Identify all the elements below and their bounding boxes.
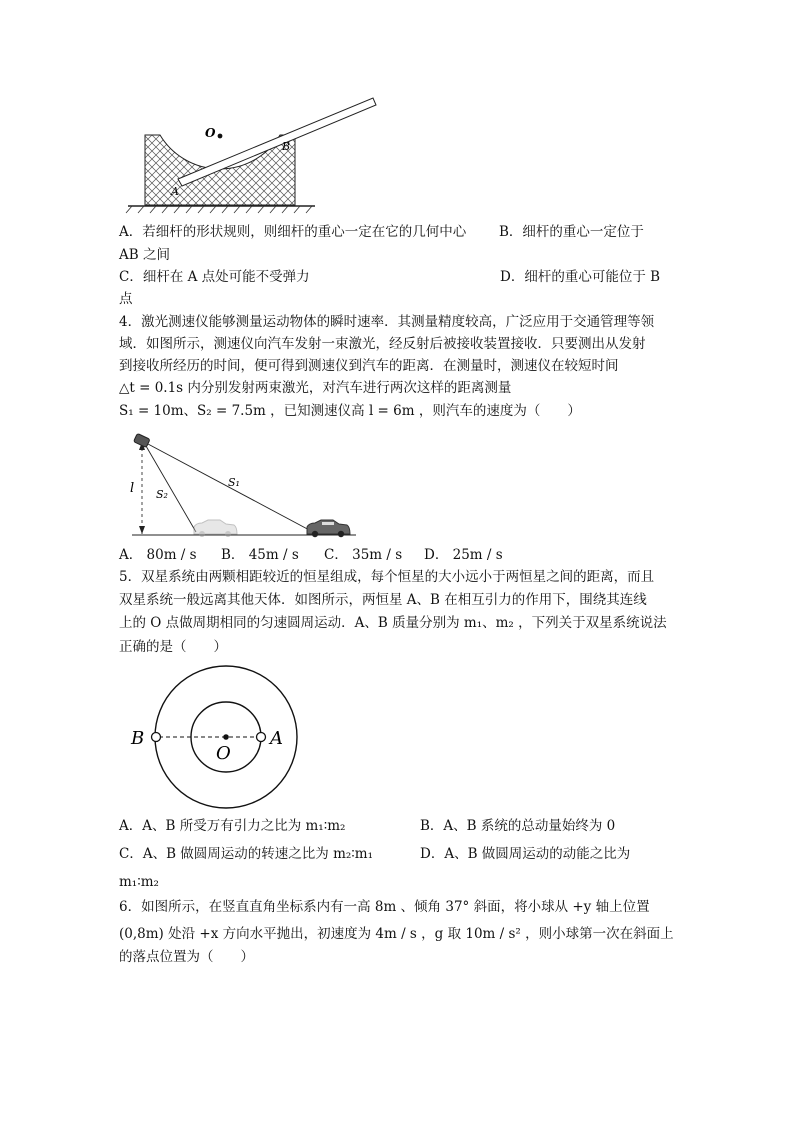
speed-gun-icon — [134, 433, 150, 447]
binary-star-figure — [128, 662, 308, 812]
label-O: O — [216, 743, 231, 764]
q5-line-2: 双星系统一般远离其他天体．如图所示，两恒星 A、B 在相互引力的作用下，围绕其连线 — [119, 592, 647, 608]
label-A: A — [270, 728, 283, 749]
q4-line-5: S₁ = 10m、S₂ = 7.5m ，已知测速仪高 l = 6m ，则汽车的速度为（ ） — [119, 403, 581, 419]
car-near-icon — [194, 520, 237, 537]
q3-option-d-part2: 点 — [119, 291, 133, 307]
q4-line-4: △t = 0.1s 内分别发射两束激光，对汽车进行两次这样的距离测量 — [119, 380, 512, 396]
q6-line-3: 的落点位置为（ ） — [119, 949, 254, 965]
q4-option-c: C． 35m / s — [324, 547, 403, 563]
q5-option-c: C．A、B 做圆周运动的转速之比为 m₂∶m₁ — [119, 846, 374, 862]
center-O-dot — [223, 734, 229, 740]
label-s2: S₂ — [156, 488, 168, 501]
laser-beam-s2 — [146, 446, 196, 532]
label-B: B — [282, 140, 291, 153]
q5-line-1: 5．双星系统由两颗相距较近的恒星组成，每个恒星的大小远小于两恒星之间的距离，而且 — [119, 569, 655, 585]
q4-line-3: 到接收所经历的时间，便可得到测速仪到汽车的距离．在测量时，测速仪在较短时间 — [119, 358, 619, 374]
laser-speed-figure — [120, 428, 360, 540]
label-A: A — [171, 185, 179, 198]
q3-option-a: A．若细杆的形状规则，则细杆的重心一定在它的几何中心 — [119, 224, 467, 240]
q4-option-d: D． 25m / s — [424, 547, 503, 563]
q5-option-d-part1: D．A、B 做圆周运动的动能之比为 — [420, 846, 631, 862]
q4-option-a: A． 80m / s — [119, 547, 197, 563]
q5-line-4: 正确的是（ ） — [119, 639, 227, 655]
star-B — [152, 733, 161, 742]
q3-option-b-part2: AB 之间 — [119, 247, 170, 263]
label-O: O — [205, 126, 216, 140]
q5-option-a: A．A、B 所受万有引力之比为 m₁∶m₂ — [119, 818, 346, 834]
label-s1: S₁ — [228, 476, 240, 489]
q6-line-2: (0,8m) 处沿 +x 方向水平抛出，初速度为 4m / s ，g 取 10m / s² ，则小球第一次在斜面上 — [119, 926, 674, 942]
bowl-rod-figure — [120, 95, 380, 220]
height-arrow-bottom — [139, 526, 145, 534]
q3-option-d-part1: D．细杆的重心可能位于 B — [500, 269, 661, 285]
q5-option-d-part2: m₁∶m₂ — [119, 874, 159, 890]
q3-option-b-part1: B．细杆的重心一定位于 — [499, 224, 644, 240]
q4-option-b: B． 45m / s — [221, 547, 299, 563]
q3-option-c: C．细杆在 A 点处可能不受弹力 — [119, 269, 310, 285]
label-B: B — [131, 728, 145, 749]
q6-line-1: 6．如图所示，在竖直直角坐标系内有一高 8m 、倾角 37° 斜面，将小球从 +y 轴上位置 — [119, 899, 650, 915]
q5-line-3: 上的 O 点做周期相同的匀速圆周运动．A、B 质量分别为 m₁、m₂ ，下列关于双星系统说法 — [119, 615, 667, 631]
star-A — [257, 733, 266, 742]
q4-line-1: 4．激光测速仪能够测量运动物体的瞬时速率．其测量精度较高，广泛应用于交通管理等领 — [119, 314, 655, 330]
label-l: l — [130, 481, 135, 496]
center-O-dot — [218, 134, 223, 139]
q5-option-b: B．A、B 系统的总动量始终为 0 — [420, 818, 616, 834]
q4-line-2: 域．如图所示，测速仪向汽车发射一束激光，经反射后被接收装置接收．只要测出从发射 — [119, 336, 646, 352]
